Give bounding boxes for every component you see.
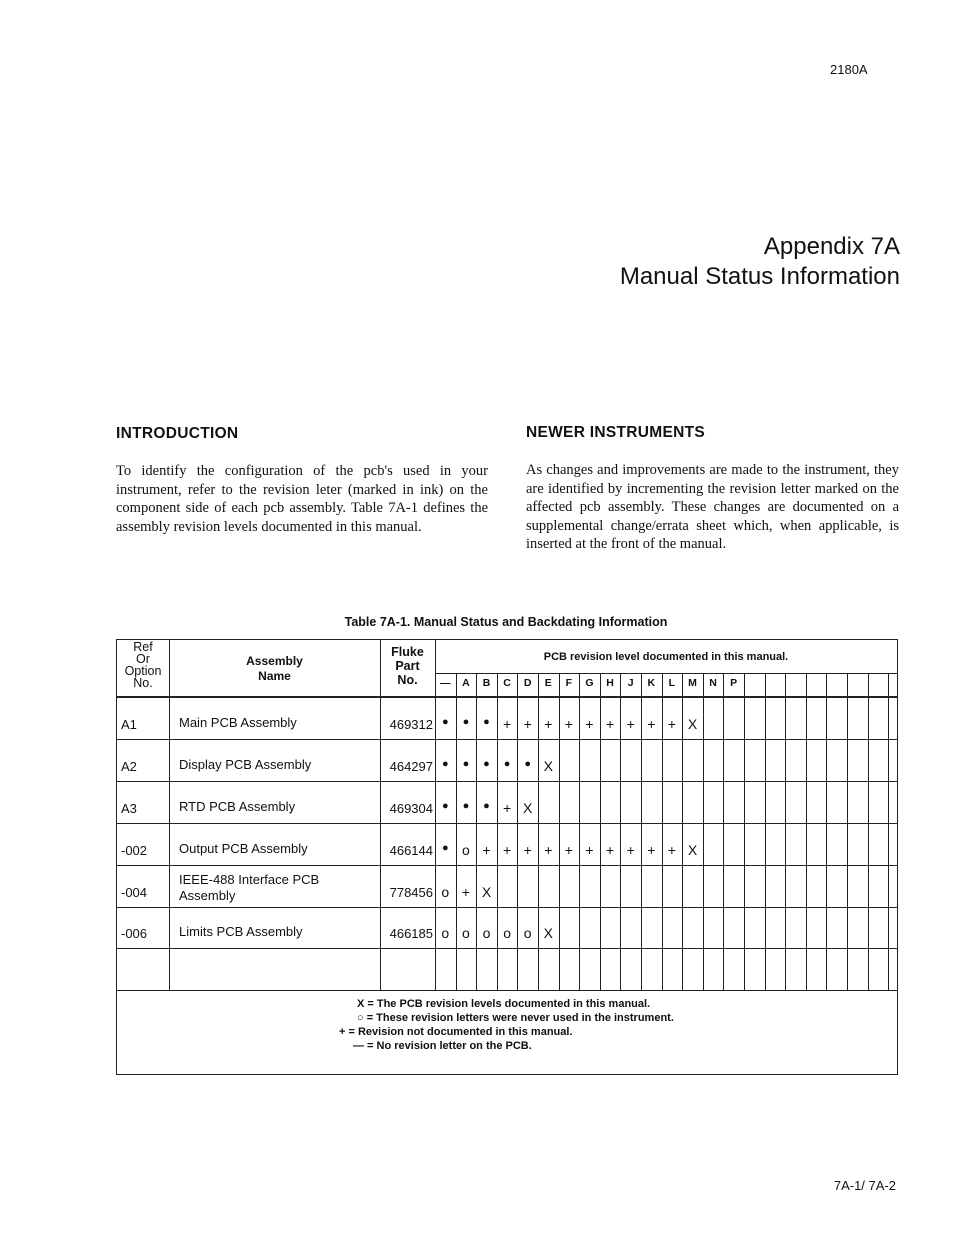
revision-letter: A [462, 677, 470, 689]
table-column-divider [888, 673, 889, 990]
row-assembly-name-line: Display PCB Assembly [179, 757, 312, 772]
row-ref: -002 [121, 843, 148, 858]
table-column-divider [785, 673, 786, 990]
table-caption: Table 7A-1. Manual Status and Backdating Information [344, 615, 668, 629]
revision-mark: + [461, 884, 470, 900]
table-column-divider [380, 640, 381, 990]
assembly-name-header-line: Assembly [246, 654, 303, 668]
row-part-number: 464297 [389, 759, 433, 774]
revision-letter: B [482, 677, 491, 689]
part-no-header [380, 646, 435, 688]
revision-level-header: PCB revision level documented in this manual. [543, 651, 789, 663]
revision-mark: o [503, 925, 511, 941]
row-assembly-name-line: Assembly [179, 888, 236, 903]
table-column-divider [847, 673, 848, 990]
status-table [116, 639, 898, 1075]
assembly-name-header-line: Name [258, 669, 291, 683]
table-row-divider [117, 865, 897, 866]
revision-mark: + [564, 716, 573, 732]
row-assembly-name [179, 715, 376, 731]
revision-mark: o [461, 842, 470, 858]
assembly-name-header [169, 655, 380, 685]
revision-mark: ● [462, 800, 470, 812]
table-column-divider [868, 673, 869, 990]
row-assembly-name-line: Output PCB Assembly [179, 841, 308, 856]
row-assembly-name-line: IEEE-488 Interface PCB [179, 872, 320, 887]
title-line-1: Appendix 7A [763, 233, 900, 260]
table-column-divider [765, 673, 766, 990]
introduction-heading: INTRODUCTION [116, 425, 239, 442]
row-part-number: 469312 [389, 717, 433, 732]
table-column-divider [723, 673, 724, 990]
introduction-text: To identify the configuration of the pcb's used in your instrument, refer to the revision leter (marked in ink) on the component side of each pcb assembly. Table 7A-1 defines the assembly revision levels documented in this manual. [116, 463, 488, 535]
row-part-number: 778456 [389, 885, 433, 900]
revision-letter: H [606, 677, 614, 689]
table-column-divider [806, 673, 807, 990]
revision-mark: ● [503, 758, 511, 770]
revision-mark: + [503, 842, 512, 858]
revision-mark: + [647, 716, 656, 732]
revision-mark: + [626, 842, 635, 858]
revision-mark: ● [483, 716, 490, 728]
revision-mark: + [667, 716, 676, 732]
table-row-divider [117, 823, 897, 824]
table-column-divider [703, 673, 704, 990]
legend-line: + = Revision not documented in this manual. [339, 1026, 573, 1038]
revision-letter: L [668, 677, 676, 689]
revision-mark: ● [524, 758, 532, 770]
row-ref: -004 [121, 885, 148, 900]
row-assembly-name [179, 841, 376, 857]
revision-letter: D [523, 677, 532, 689]
revision-mark: o [441, 925, 450, 941]
table-row-divider [117, 739, 897, 740]
revision-mark: + [585, 716, 594, 732]
revision-mark: + [667, 842, 676, 858]
row-ref: A3 [121, 801, 137, 816]
revision-letter: K [647, 677, 656, 689]
revision-mark: + [503, 716, 512, 732]
revision-mark: + [606, 716, 615, 732]
revision-mark: X [523, 800, 533, 816]
part-no-header-line: No. [397, 673, 418, 687]
revision-mark: o [441, 884, 450, 900]
revision-mark: + [544, 842, 553, 858]
revision-letter: C [503, 677, 511, 689]
table-row-divider [117, 990, 897, 991]
revision-mark: + [626, 716, 635, 732]
revision-mark: ● [462, 758, 470, 770]
revision-mark: X [687, 716, 698, 732]
table-column-divider [744, 673, 745, 990]
page-number: 7A-1/ 7A-2 [833, 1178, 896, 1193]
ref-header [117, 641, 169, 689]
revision-mark: + [544, 716, 553, 732]
revision-letter: J [627, 677, 634, 689]
legend-line: — = No revision letter on the PCB. [353, 1040, 532, 1052]
row-ref: -006 [121, 926, 148, 941]
revision-mark: o [461, 925, 470, 941]
revision-letter: E [544, 677, 552, 689]
revision-letter: F [565, 677, 573, 689]
ref-header-line: Ref [133, 640, 153, 654]
table-row-divider [117, 948, 897, 949]
part-no-header-line: Fluke [391, 645, 424, 659]
table-row-divider [117, 781, 897, 782]
revision-mark: + [503, 800, 512, 816]
row-part-number: 466185 [389, 926, 433, 941]
row-part-number: 466144 [389, 843, 433, 858]
revision-mark: ● [441, 800, 449, 812]
legend-line: ○ = These revision letters were never used in the instrument. [357, 1012, 674, 1024]
row-assembly-name [179, 872, 376, 904]
table-column-divider [169, 640, 170, 990]
revision-mark: + [482, 842, 491, 858]
revision-mark: ● [441, 758, 449, 770]
revision-mark: X [687, 842, 698, 858]
part-no-header-line: Part [395, 659, 420, 673]
revision-mark: ● [462, 716, 470, 728]
row-assembly-name-line: Limits PCB Assembly [179, 924, 303, 939]
revision-mark: ● [441, 716, 449, 728]
revision-mark: ● [483, 758, 490, 770]
ref-header-line: No. [133, 676, 153, 690]
newer-instruments-text: As changes and improvements are made to the instrument, they are identified by incrementing the revision letter marked on the affected pcb assembly. These changes are documented on a supplemental change/errata sheet which, when applicable, is inserted at the front of the manual. [526, 462, 899, 553]
row-ref: A1 [121, 717, 137, 732]
revision-mark: o [523, 925, 532, 941]
revision-mark: + [647, 842, 656, 858]
revision-mark: + [523, 716, 532, 732]
revision-mark: o [482, 925, 491, 941]
revision-mark: X [543, 925, 553, 941]
revision-letter: P [730, 677, 738, 689]
table-row-divider [117, 907, 897, 908]
row-assembly-name [179, 757, 376, 773]
revision-mark: ● [483, 800, 490, 812]
revision-letter: — [440, 677, 451, 689]
ref-header-line: Option [124, 664, 162, 678]
revision-mark: + [585, 842, 594, 858]
row-assembly-name [179, 924, 376, 940]
revision-mark: X [543, 758, 553, 774]
revision-mark: + [564, 842, 573, 858]
row-assembly-name [179, 799, 376, 815]
revision-letter: N [709, 677, 717, 689]
newer-instruments-heading: NEWER INSTRUMENTS [526, 424, 706, 441]
ref-header-line: Or [136, 652, 150, 666]
revision-mark: + [523, 842, 532, 858]
page-title [400, 232, 900, 292]
legend-line: X = The PCB revision levels documented in this manual. [357, 998, 651, 1010]
table-column-divider [826, 673, 827, 990]
title-line-2: Manual Status Information [619, 263, 900, 290]
revision-mark: X [481, 884, 492, 900]
row-assembly-name-line: RTD PCB Assembly [179, 799, 296, 814]
table-row-divider [117, 696, 897, 698]
revision-mark: ● [441, 842, 449, 854]
row-ref: A2 [121, 759, 137, 774]
revision-letter: G [585, 677, 594, 689]
row-part-number: 469304 [389, 801, 433, 816]
revision-letter: M [688, 677, 697, 689]
row-assembly-name-line: Main PCB Assembly [179, 715, 297, 730]
page-id: 2180A [830, 62, 868, 77]
revision-mark: + [606, 842, 615, 858]
table-row-divider [435, 673, 897, 674]
